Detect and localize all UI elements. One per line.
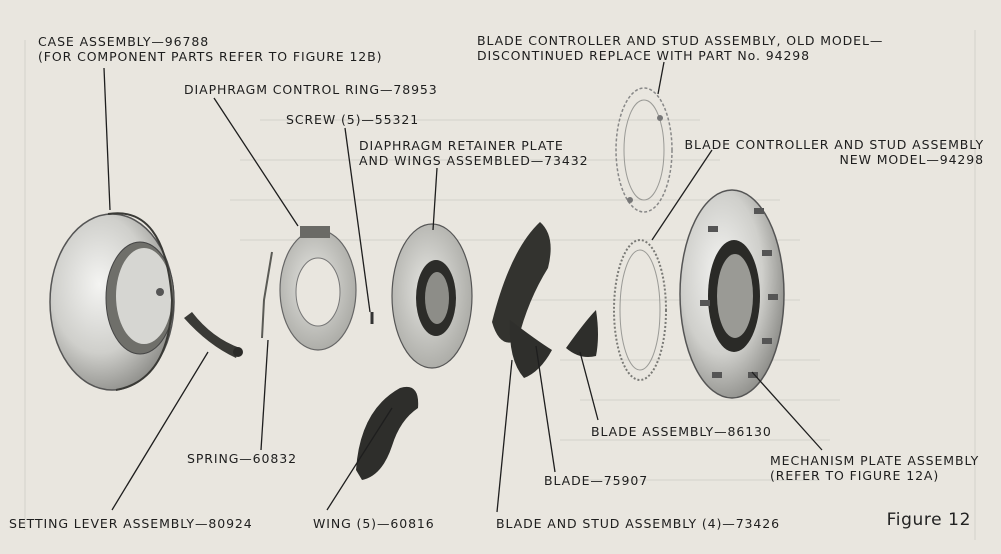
case-assembly-line-2: (FOR COMPONENT PARTS REFER TO FIGURE 12B): [38, 49, 383, 64]
spring-label: [187, 451, 297, 466]
spring-part: [262, 252, 272, 338]
spring-text: SPRING—60832: [187, 451, 297, 466]
setting-lever-part: [184, 312, 243, 358]
wing-label: [313, 516, 435, 531]
figure-caption: Figure 12: [886, 510, 971, 530]
blade-and-stud-text: BLADE AND STUD ASSEMBLY (4)—73426: [496, 516, 780, 531]
retainer-plate-line-1: DIAPHRAGM RETAINER PLATE: [359, 138, 564, 153]
blade-label: [544, 473, 648, 488]
case-assembly-part: [50, 213, 174, 390]
old-blade-controller-part: [616, 88, 672, 212]
wing-part: [356, 387, 418, 480]
old-controller-label: [477, 33, 883, 63]
blade-assembly-label: [591, 424, 772, 439]
retainer-plate-label: [359, 138, 588, 168]
old-controller-line-1: BLADE CONTROLLER AND STUD ASSEMBLY, OLD MODEL—: [477, 33, 884, 48]
retainer-plate-part: [392, 224, 472, 368]
setting-lever-label: [9, 516, 253, 531]
new-blade-controller-part: [614, 240, 666, 380]
mechanism-plate-label: [770, 453, 979, 483]
mechanism-plate-line-1: MECHANISM PLATE ASSEMBLY: [770, 453, 980, 468]
new-controller-line-2: NEW MODEL—94298: [839, 152, 984, 167]
diaphragm-control-ring-text: DIAPHRAGM CONTROL RING—78953: [184, 82, 438, 97]
blade-text: BLADE—75907: [544, 473, 649, 488]
retainer-plate-line-2: AND WINGS ASSEMBLED—73432: [359, 153, 589, 168]
new-controller-label: [676, 137, 984, 167]
diaphragm-control-ring-label: [184, 82, 438, 97]
old-controller-line-2: DISCONTINUED REPLACE WITH PART No. 94298: [477, 48, 811, 63]
case-assembly-line-1: CASE ASSEMBLY—96788: [38, 34, 210, 49]
wing-text: WING (5)—60816: [313, 516, 435, 531]
screw-text: SCREW (5)—55321: [286, 112, 420, 127]
new-controller-line-1: BLADE CONTROLLER AND STUD ASSEMBLY: [684, 137, 984, 152]
case-assembly-label: [38, 34, 382, 64]
mechanism-plate-part: [680, 190, 784, 398]
blade-and-stud-label: [496, 516, 780, 531]
diaphragm-control-ring-part: [280, 226, 356, 350]
blade-assembly-text: BLADE ASSEMBLY—86130: [591, 424, 772, 439]
blade-assembly-part: [566, 310, 598, 357]
screw-label: [286, 112, 419, 127]
mechanism-plate-line-2: (REFER TO FIGURE 12A): [770, 468, 940, 483]
setting-lever-text: SETTING LEVER ASSEMBLY—80924: [9, 516, 253, 531]
